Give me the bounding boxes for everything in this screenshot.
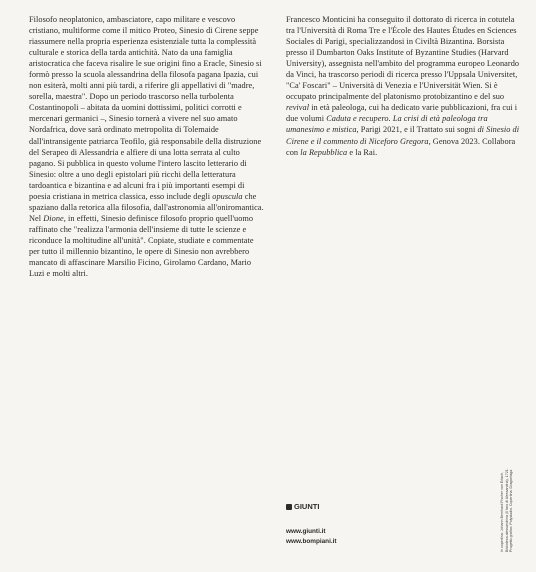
text-segment: che spaziano dalla retorica alla filosofia, dall'astronomia all'oniromantica. Nel: [29, 191, 264, 223]
book-title: di Sinesio di Cirene e il commento di Niceforo Gregora: [286, 125, 520, 146]
text-segment: e la Rai.: [347, 147, 378, 157]
text-segment: , Parigi 2021, e il Trattato sui sogni: [356, 125, 478, 135]
text-segment: in età paleologa, cui ha dedicato varie pubblicazioni, fra cui i due volumi: [286, 103, 518, 124]
website-link[interactable]: www.giunti.it: [286, 528, 326, 535]
website-link[interactable]: www.bompiani.it: [286, 538, 337, 545]
text-segment: Filosofo neoplatonico, ambasciatore, capo militare e vescovo cristiano, multiforme come il mitico Proteo, Sinesio di Cirene seppe riassumere nella propria esperienza esistenziale tutta la complessità culturale e storica della tarda antichità. Nato da una famiglia aristocratica che faceva risalire le sue origini fino a Eracle, Sinesio si formò presso la scuola alessandrina della filosofa pagana Ipazia, cui non esiterà, molti anni più tardi, a riferire gli appellativi di "madre, sorella, maestra". Dopo un periodo trascorso nella turbolenta Costantinopoli – abitata da uomini dottissimi, politici corrotti e mercenari germanici –, Sinesio tornerà a vivere nel suo amato Nordafrica, dove sarà ordinato metropolita di Tolemaide dall'intransigente patriarca Teofilo, già responsabile della distruzione del Serapeo di Alessandria e alfiere di una lotta serrata al culto pagano. Si pubblica in questo volume l'intero lascito letterario di Sinesio: oltre a uno degli epistolari più ricchi della letteratura tardoantica e bizantina e ad alcuni fra i più importanti esempi di poesia cristiana in metrica classica, esso include degli: [29, 15, 262, 201]
author-bio-column-right: [286, 14, 524, 158]
biography-column-left: [29, 14, 265, 279]
italic-term: Dione: [43, 213, 64, 223]
synesius-description: [29, 14, 265, 279]
text-segment: , Genova 2023. Collabora con: [286, 136, 516, 157]
giunti-logo: [286, 502, 319, 511]
text-segment: , in effetti, Sinesio definisce filosofo proprio quell'uomo raffinato che "realizza l'armonia dell'insieme di tutte le scienze e riconduce la moltitudine all'unità". Copiate, studiate e commentate per tutto il millennio bizantino, le opere di Sinesio non avrebbero mancato di affascinare Marsilio Ficino, Girolamo Cardano, Mario Luzi e molti altri.: [29, 213, 254, 279]
text-segment: Francesco Monticini ha conseguito il dottorato di ricerca in cotutela tra l'Università di Roma Tre e l'École des Hautes Études en Sciences Sociales di Parigi, specializzandosi in Civiltà Bizantina. Borsista presso il Dumbarton Oaks Institute of Byzantine Studies (Harvard University), assegnista nell'ambito del programma europeo Leonardo da Vinci, ha trascorso periodi di ricerca presso l'Uppsala Universitet, "Ca' Foscari" – Università di Venezia e l'Universität Wien. Si è occupato principalmente del platonismo protobizantino e del suo: [286, 15, 520, 102]
publisher-websites: [286, 527, 337, 547]
credit-line: In copertina: Johann Bernhard Fischer von Erlach,: [500, 471, 504, 552]
book-title: Caduta e recupero. La crisi di età paleologa tra umanesimo e mistica: [286, 114, 488, 135]
author-bio: [286, 14, 524, 158]
italic-term: revival: [286, 103, 310, 113]
italic-term: opuscula: [212, 191, 243, 201]
giunti-logo-text: GIUNTI: [294, 502, 320, 511]
giunti-logo-icon: [286, 504, 292, 510]
credit-line: Progetto grafico: Polystudio. Copertina: Dragonfaga: [509, 469, 514, 552]
cover-credits: [500, 432, 514, 552]
newspaper-title: la Repubblica: [300, 147, 348, 157]
credit-line: Biblioteca alessandrina (Il faro di Alessandria), 1721.: [504, 468, 509, 552]
